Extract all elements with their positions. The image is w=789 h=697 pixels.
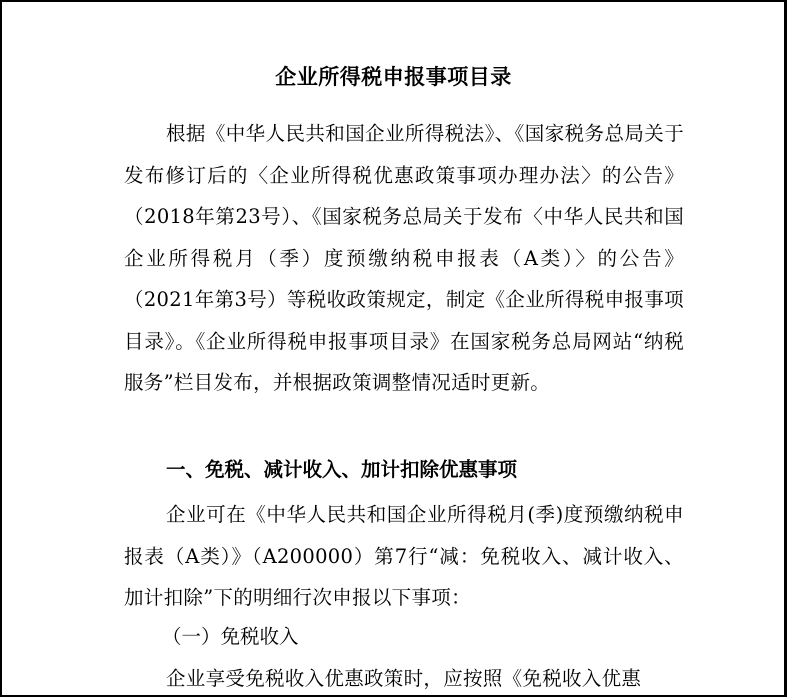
subsection-heading: （一）免税收入 — [162, 625, 299, 648]
section-body-paragraph: 企业可在《中华人民共和国企业所得税月(季)度预缴纳税申报表（A类）》（A200000）第7行“减：免税收入、减计收入、加计扣除”下的明细行次申报以下事项： — [124, 503, 684, 609]
subsection-body-paragraph: 企业享受免税收入优惠政策时，应按照《免税收入优惠 — [166, 667, 642, 690]
document-title: 企业所得税申报事项目录 — [275, 65, 512, 89]
intro-paragraph: 根据《中华人民共和国企业所得税法》、《国家税务总局关于发布修订后的〈企业所得税优惠政策事项办理办法〉的公告》（2018年第23号）、《国家税务总局关于发布〈中华人民共和国企业所得税月（季）度预缴纳税申报表（A类）〉的公告》（2021年第3号）等税收政策规定，制定《企业所得税申报事项目录》。《企业所得税申报事项目录》在国家税务总局网站“纳税服务”栏目发布，并根据政策调整情况适时更新。 — [124, 122, 684, 394]
section-heading: 一、免税、减计收入、加计扣除优惠事项 — [166, 458, 518, 481]
